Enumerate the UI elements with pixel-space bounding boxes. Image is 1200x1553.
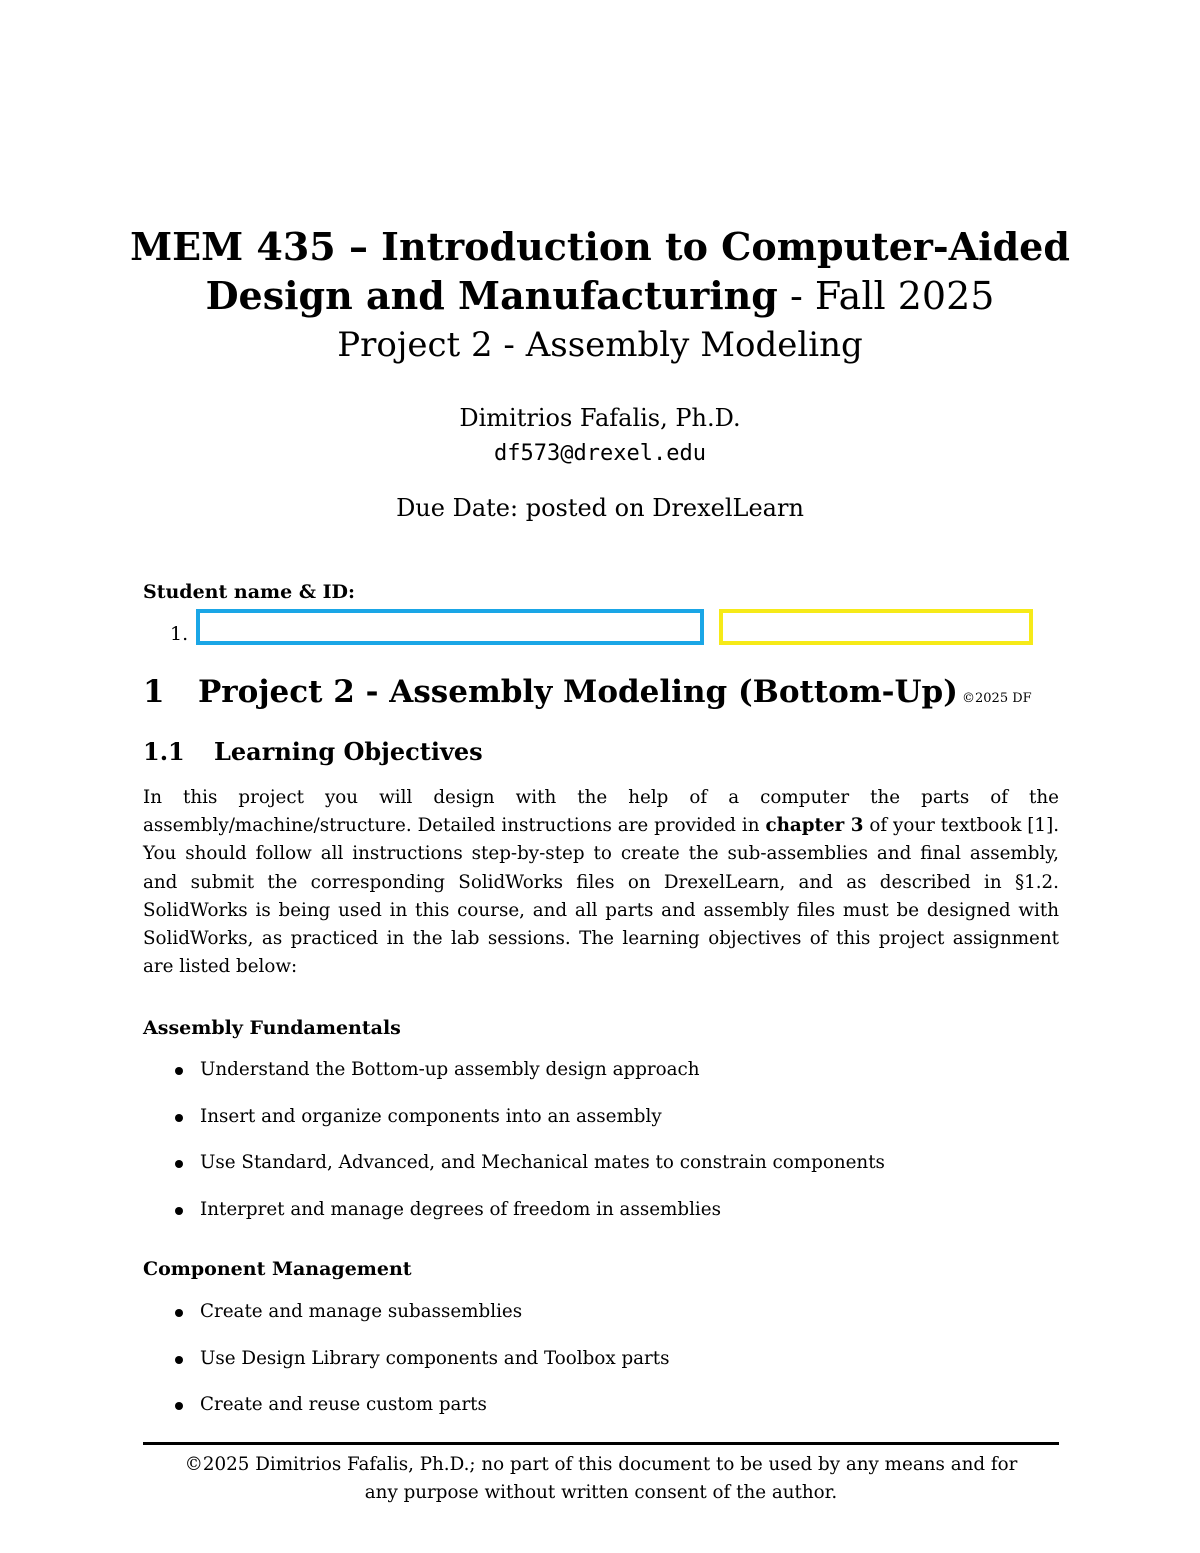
author-name: Dimitrios Fafalis, Ph.D. [459, 404, 741, 432]
footer [143, 1451, 1059, 1507]
bullet-icon [175, 1356, 183, 1364]
list-item [143, 1056, 885, 1103]
list-item [143, 1391, 670, 1438]
footer-line1: ©2025 Dimitrios Fafalis, Ph.D.; no part of this document to be used by any means and for [184, 1454, 1018, 1475]
bullet-icon [175, 1402, 183, 1410]
due-date: Due Date: posted on DrexelLearn [396, 494, 804, 522]
intro-text-part1: In this project you will design with the help of a computer the parts of the assembly/machine/structure. Detailed instructions are provided in [143, 787, 1059, 837]
list-item [143, 1298, 670, 1345]
list-item [143, 1149, 885, 1196]
footer-line2: any purpose without written consent of the author. [364, 1482, 838, 1503]
section-title: Project 2 - Assembly Modeling (Bottom-Up) [198, 674, 958, 710]
subsection-title: Learning Objectives [214, 737, 483, 766]
student-name-id-label: Student name & ID: [143, 581, 355, 603]
student-id-field[interactable] [719, 609, 1033, 645]
list-item-text: Insert and organize components into an assembly [200, 1105, 662, 1127]
footer-rule [143, 1442, 1059, 1445]
bullet-icon [175, 1309, 183, 1317]
component-management-heading: Component Management [143, 1258, 412, 1280]
author-email: df573@drexel.edu [494, 441, 706, 466]
bullet-icon [175, 1160, 183, 1168]
list-item-text: Use Standard, Advanced, and Mechanical mates to constrain components [200, 1152, 885, 1173]
document-subtitle: Project 2 - Assembly Modeling [337, 325, 863, 365]
list-item-text: Create and manage subassemblies [200, 1301, 523, 1322]
list-item [143, 1196, 885, 1243]
assembly-fundamentals-heading: Assembly Fundamentals [143, 1017, 401, 1039]
list-item-text: Understand the Bottom-up assembly design approach [200, 1059, 700, 1080]
list-item-text: Create and reuse custom parts [200, 1394, 487, 1415]
bullet-icon [175, 1207, 183, 1215]
assembly-fundamentals-list [143, 1056, 885, 1242]
bullet-icon [175, 1067, 183, 1075]
component-management-list [143, 1298, 670, 1438]
list-item [143, 1103, 885, 1150]
document-title-term: - Fall 2025 [777, 274, 995, 318]
document-title-line1: MEM 435 – Introduction to Computer-Aided [130, 224, 1070, 269]
student-name-field[interactable] [196, 609, 704, 645]
list-item-text: Use Design Library components and Toolbox parts [200, 1347, 670, 1369]
intro-text-bold: chapter 3 [765, 815, 864, 837]
section-number: 1 [143, 674, 165, 710]
bullet-icon [175, 1114, 183, 1122]
intro-text-part2: of your textbook [1]. You should follow all instructions step-by-step to create the sub-assemblies and final assembly, and submit the corresponding SolidWorks files on DrexelLearn, and as described in §1.2. SolidWorks is being used in this course, and all parts and assembly files must be designed with SolidWorks, as practiced in the lab sessions. The learning objectives of this project assignment are listed below: [143, 815, 1060, 978]
section-copyright: ©2025 DF [962, 691, 1032, 706]
student-number: 1. [170, 623, 189, 645]
intro-paragraph [143, 784, 1059, 981]
subsection-number: 1.1 [143, 737, 185, 766]
list-item-text: Interpret and manage degrees of freedom in assemblies [200, 1198, 721, 1220]
document-title-course: Design and Manufacturing [205, 273, 778, 318]
list-item [143, 1345, 670, 1392]
document-title-line2 [0, 273, 1200, 319]
